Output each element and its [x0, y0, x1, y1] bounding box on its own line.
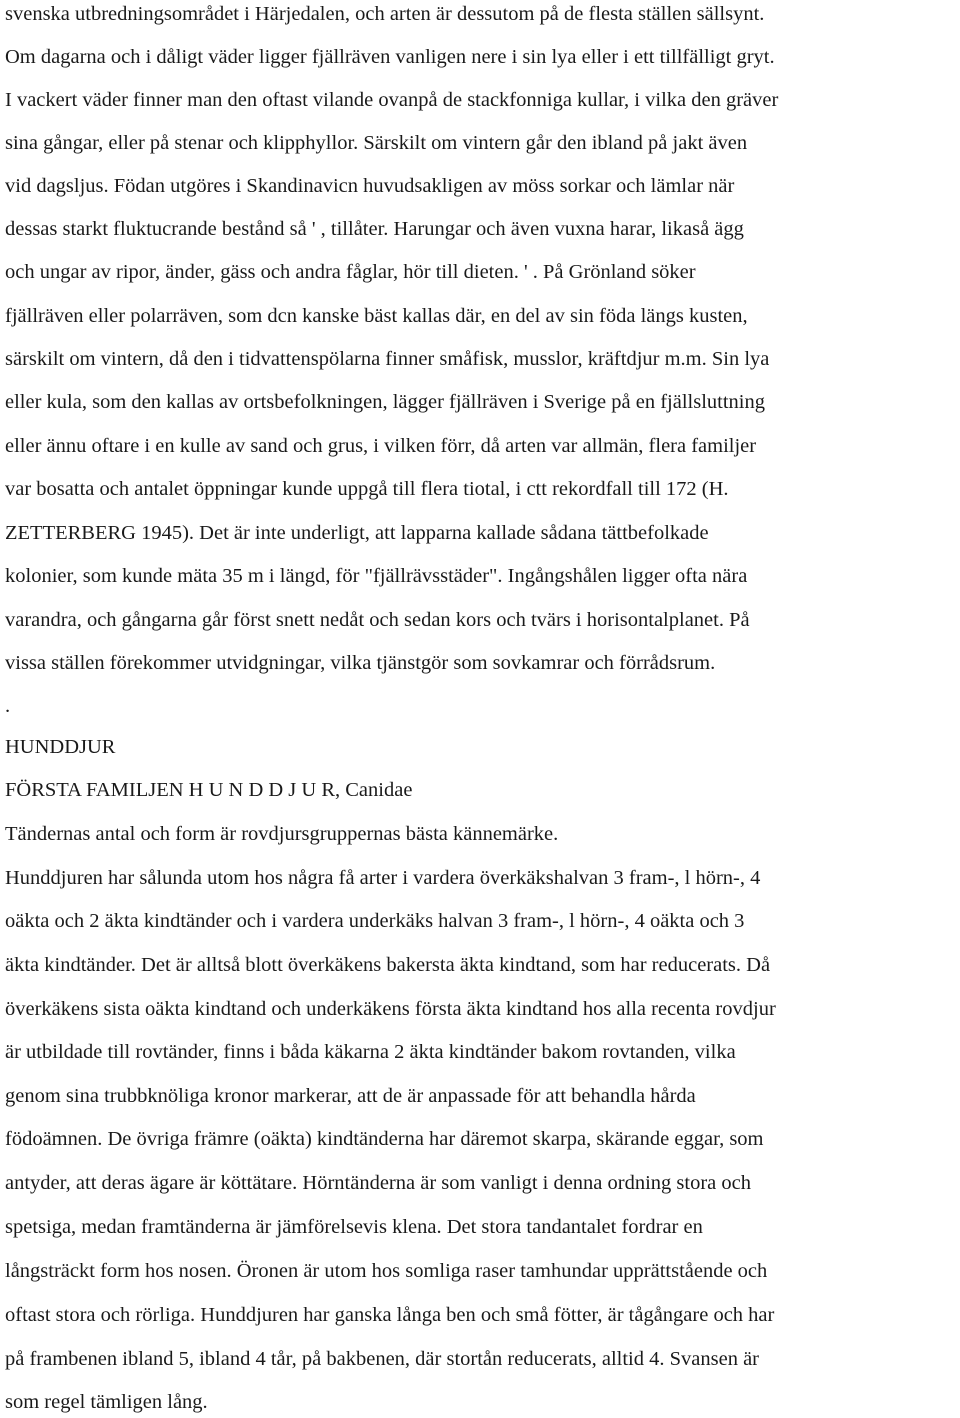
text-line: Tändernas antal och form är rovdjursgruppernas bästa kännemärke. [5, 823, 559, 845]
family-heading: FÖRSTA FAMILJEN H U N D D J U R, Canidae [5, 779, 413, 801]
text-line: sina gångar, eller på stenar och klipphyllor. Särskilt om vintern går den ibland på jakt även [5, 132, 748, 154]
text-line: vissa ställen förekommer utvidgningar, vilka tjänstgör som sovkamrar och förrådsrum. [5, 652, 716, 674]
text-line: överkäkens sista oäkta kindtand och underkäkens första äkta kindtand hos alla recenta rovdjur [5, 998, 776, 1020]
text-line: oäkta och 2 äkta kindtänder och i vardera underkäks halvan 3 fram-, l hörn-, 4 oäkta och 3 [5, 910, 745, 932]
text-line: eller kula, som den kallas av ortsbefolkningen, lägger fjällräven i Sverige på en fjällsluttning [5, 391, 765, 413]
text-line: spetsiga, medan framtänderna är jämförelsevis klena. Det stora tandantalet fordrar en [5, 1216, 703, 1238]
text-line: långsträckt form hos nosen. Öronen är utom hos somliga raser tamhundar upprättstående och [5, 1260, 768, 1282]
text-line: eller ännu oftare i en kulle av sand och grus, i vilken förr, då arten var allmän, flera familjer [5, 435, 757, 457]
text-line: ZETTERBERG 1945). Det är inte underligt, att lapparna kallade sådana tättbefolkade [5, 522, 709, 544]
text-line: fjällräven eller polarräven, som dcn kanske bäst kallas där, en del av sin föda längs kusten, [5, 305, 748, 327]
text-line: är utbildade till rovtänder, finns i båda käkarna 2 äkta kindtänder bakom rovtanden, vilka [5, 1041, 736, 1063]
text-line: på frambenen ibland 5, ibland 4 tår, på bakbenen, där stortån reducerats, alltid 4. Svansen är [5, 1348, 759, 1370]
text-line: och ungar av ripor, änder, gäss och andra fåglar, hör till dieten. ' . På Grönland söker [5, 261, 696, 283]
text-line: genom sina trubbknöliga kronor markerar, att de är anpassade för att behandla hårda [5, 1085, 696, 1107]
text-line: Om dagarna och i dåligt väder ligger fjällräven vanligen nere i sin lya eller i ett tillfälligt gryt. [5, 46, 775, 68]
text-line: Hunddjuren har sålunda utom hos några få arter i vardera överkäkshalvan 3 fram-, l hörn-, 4 [5, 867, 761, 889]
text-line: varandra, och gångarna går först snett nedåt och sedan kors och tvärs i horisontalplanet. På [5, 609, 750, 631]
section-heading: HUNDDJUR [5, 736, 116, 758]
text-line: födoämnen. De övriga främre (oäkta) kindtänderna har däremot skarpa, skärande eggar, som [5, 1128, 764, 1150]
text-line: oftast stora och rörliga. Hunddjuren har ganska långa ben och små fötter, är tågångare och har [5, 1304, 775, 1326]
text-line: antyder, att deras ägare är köttätare. Hörntänderna är som vanligt i denna ordning stora och [5, 1172, 751, 1194]
text-line: särskilt om vintern, då den i tidvattenspölarna finner småfisk, musslor, kräftdjur m.m. Sin lya [5, 348, 770, 370]
text-line: . [5, 695, 11, 717]
text-line: dessas starkt fluktucrande bestånd så ' , tillåter. Harungar och även vuxna harar, likaså ägg [5, 218, 744, 240]
text-line: var bosatta och antalet öppningar kunde uppgå till flera tiotal, i ctt rekordfall till 172 (H. [5, 478, 729, 500]
text-line: som regel tämligen lång. [5, 1391, 208, 1413]
text-line: svenska utbredningsområdet i Härjedalen, och arten är dessutom på de flesta ställen sällsynt. [5, 3, 765, 25]
text-line: äkta kindtänder. Det är alltså blott överkäkens bakersta äkta kindtand, som har reducerats. Då [5, 954, 771, 976]
text-line: kolonier, som kunde mäta 35 m i längd, för "fjällrävsstäder". Ingångshålen ligger ofta nära [5, 565, 748, 587]
text-line: vid dagsljus. Födan utgöres i Skandinavicn huvudsakligen av möss sorkar och lämlar när [5, 175, 735, 197]
text-line: I vackert väder finner man den oftast vilande ovanpå de stackfonniga kullar, i vilka den gräver [5, 89, 779, 111]
